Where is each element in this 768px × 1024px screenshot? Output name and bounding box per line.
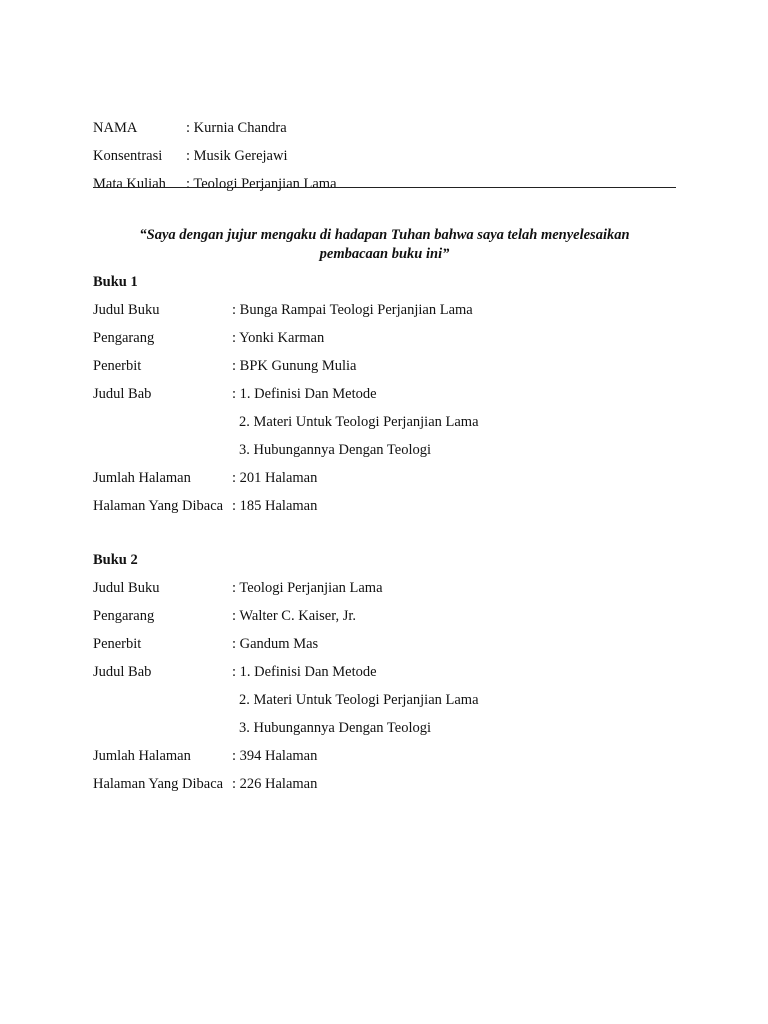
pages-read-label: Halaman Yang Dibaca xyxy=(93,497,224,514)
book-title-label: Judul Buku xyxy=(93,301,160,318)
course-row xyxy=(93,170,676,198)
chapter-value-2: 2. Materi Untuk Teologi Perjanjian Lama xyxy=(239,691,479,708)
chapter-label: Judul Bab xyxy=(93,663,152,680)
book-1-chapter-2-row xyxy=(93,408,676,436)
honesty-statement xyxy=(93,226,676,264)
book-2-chapter-3-row xyxy=(93,714,676,742)
concentration-value: : Musik Gerejawi xyxy=(186,147,288,164)
book-1-author-row xyxy=(93,324,676,352)
book-2-chapter-2-row xyxy=(93,686,676,714)
chapter-value-1: : 1. Definisi Dan Metode xyxy=(232,663,377,680)
book-2-title-row xyxy=(93,574,676,602)
book-title-label: Judul Buku xyxy=(93,579,160,596)
course-label: Mata Kuliah xyxy=(93,175,166,192)
total-pages-label: Jumlah Halaman xyxy=(93,747,191,764)
total-pages-label: Jumlah Halaman xyxy=(93,469,191,486)
book-1-section xyxy=(93,268,676,520)
author-value: : Walter C. Kaiser, Jr. xyxy=(232,607,357,624)
chapter-value-3: 3. Hubungannya Dengan Teologi xyxy=(239,441,432,458)
statement-line-2: pembacaan buku ini” xyxy=(319,246,450,262)
name-label: NAMA xyxy=(93,119,138,136)
publisher-label: Penerbit xyxy=(93,635,142,652)
publisher-value: : Gandum Mas xyxy=(232,635,319,652)
student-info xyxy=(93,114,676,198)
chapter-value-2: 2. Materi Untuk Teologi Perjanjian Lama xyxy=(239,413,479,430)
header-divider xyxy=(93,187,676,188)
book-2-section xyxy=(93,546,676,798)
book-1-pages-read-row xyxy=(93,492,676,520)
book-1-total-pages-row xyxy=(93,464,676,492)
book-1-chapter-3-row xyxy=(93,436,676,464)
publisher-label: Penerbit xyxy=(93,357,142,374)
statement-line-1: “Saya dengan jujur mengaku di hadapan Tuhan bahwa saya telah menyelesaikan xyxy=(139,227,630,243)
book-1-heading: Buku 1 xyxy=(93,274,138,290)
author-label: Pengarang xyxy=(93,607,155,624)
book-2-author-row xyxy=(93,602,676,630)
pages-read-value: : 185 Halaman xyxy=(232,497,318,514)
concentration-label: Konsentrasi xyxy=(93,147,163,164)
book-1-title-row xyxy=(93,296,676,324)
book-title-value: : Bunga Rampai Teologi Perjanjian Lama xyxy=(232,301,473,318)
concentration-row xyxy=(93,142,676,170)
book-1-publisher-row xyxy=(93,352,676,380)
course-value: : Teologi Perjanjian Lama xyxy=(186,175,337,192)
book-1-chapter-row xyxy=(93,380,676,408)
name-value: : Kurnia Chandra xyxy=(186,119,287,136)
book-2-heading: Buku 2 xyxy=(93,552,138,568)
book-2-pages-read-row xyxy=(93,770,676,798)
author-label: Pengarang xyxy=(93,329,155,346)
chapter-value-1: : 1. Definisi Dan Metode xyxy=(232,385,377,402)
pages-read-label: Halaman Yang Dibaca xyxy=(93,775,224,792)
chapter-value-3: 3. Hubungannya Dengan Teologi xyxy=(239,719,432,736)
pages-read-value: : 226 Halaman xyxy=(232,775,318,792)
total-pages-value: : 201 Halaman xyxy=(232,469,318,486)
book-2-publisher-row xyxy=(93,630,676,658)
book-2-total-pages-row xyxy=(93,742,676,770)
author-value: : Yonki Karman xyxy=(232,329,325,346)
chapter-label: Judul Bab xyxy=(93,385,152,402)
book-2-chapter-row xyxy=(93,658,676,686)
total-pages-value: : 394 Halaman xyxy=(232,747,318,764)
book-title-value: : Teologi Perjanjian Lama xyxy=(232,579,383,596)
name-row xyxy=(93,114,676,142)
publisher-value: : BPK Gunung Mulia xyxy=(232,357,357,374)
